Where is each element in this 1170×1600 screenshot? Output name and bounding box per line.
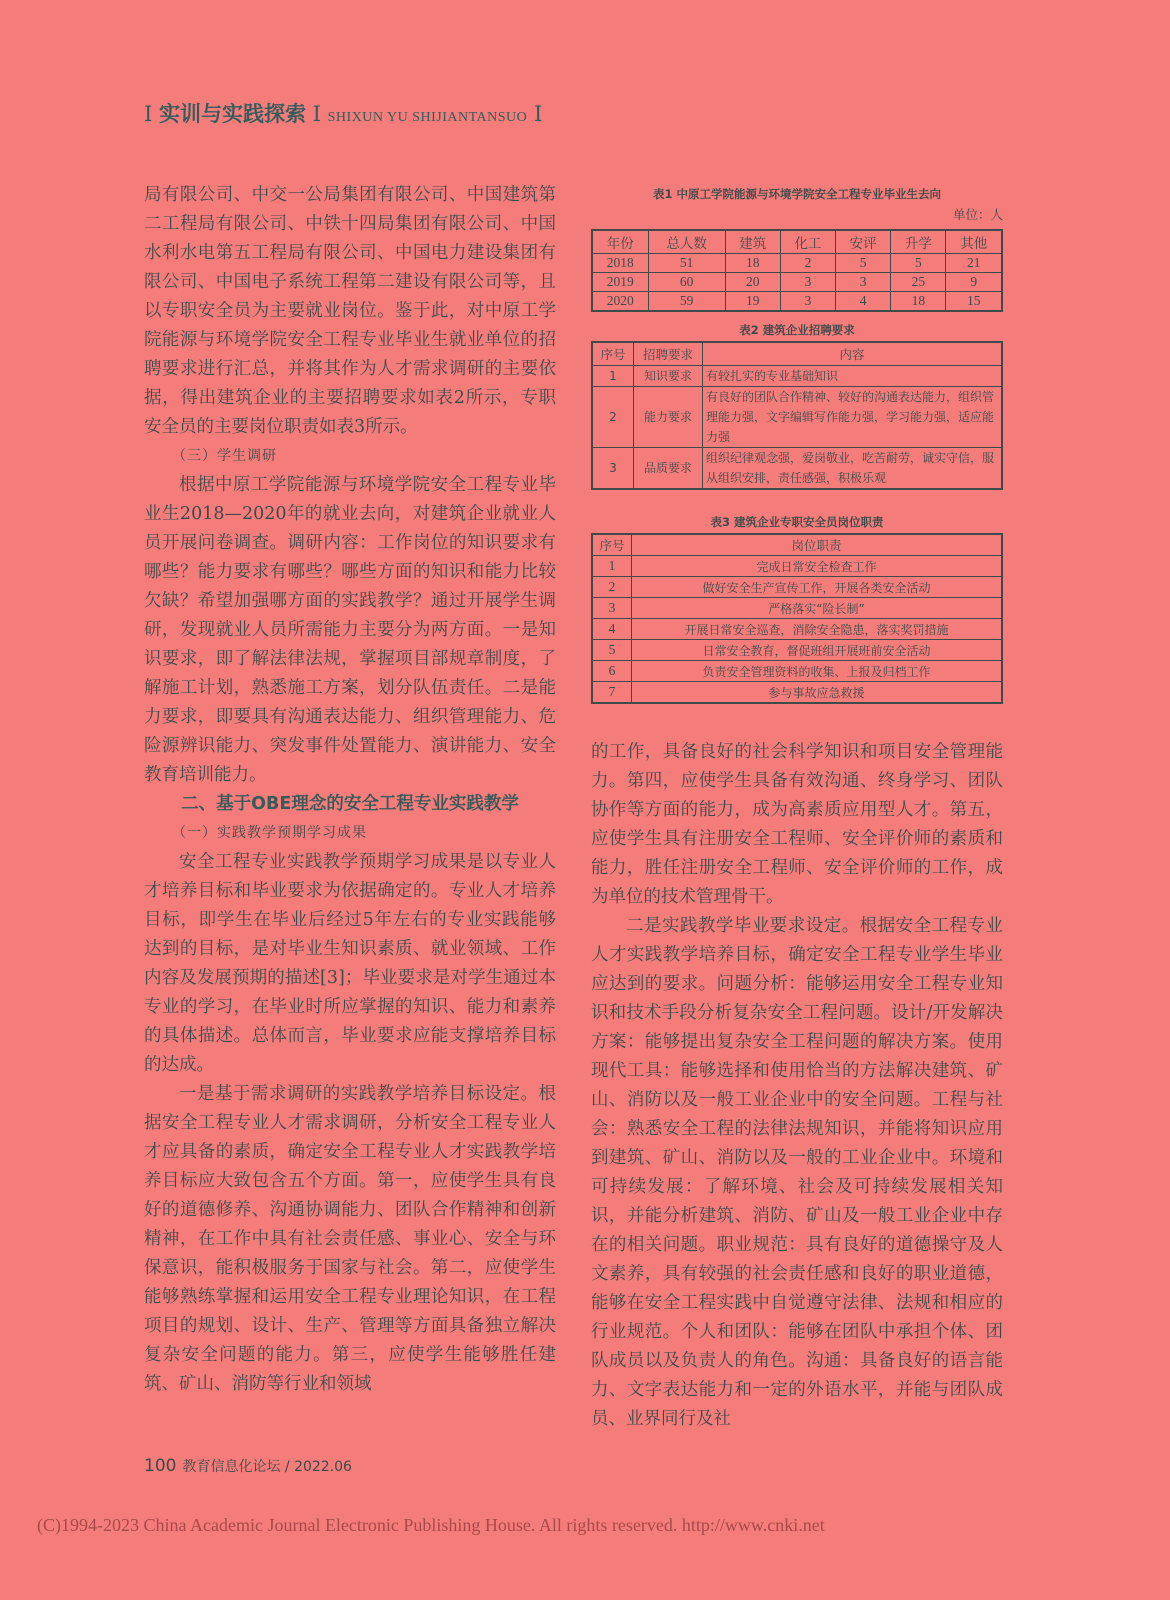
table-cell: 严格落实“险长制”: [632, 598, 1003, 619]
table-row: [592, 292, 1002, 312]
table-cell: 15: [946, 292, 1002, 312]
paragraph: 一是基于需求调研的实践教学培养目标设定。根据安全工程专业人才需求调研，分析安全工程专业人才应具备的素质，确定安全工程专业人才实践教学培养目标应大致包含五个方面。第一，应使学生具有良好的道德修养、沟通协调能力、团队合作精神和创新精神，在工作中具有社会责任感、事业心、安全与环保意识，能积极服务于国家与社会。第二，应使学生能够熟练掌握和运用安全工程专业理论知识，在工程项目的规划、设计、生产、管理等方面具备独立解决复杂安全问题的能力。第三，应使学生能够胜任建筑、矿山、消防等行业和领域: [144, 1084, 556, 1394]
table-cell: 3: [780, 273, 835, 292]
table-header-cell: 化工: [780, 230, 835, 254]
table1-caption: 表1 中原工学院能源与环境学院安全工程专业毕业生去向: [652, 187, 941, 201]
table-row: [592, 619, 1002, 640]
table-cell: 2: [592, 577, 632, 598]
running-header: I 实训与实践探索 I SHIXUN YU SHIJIANTANSUO I: [144, 102, 543, 126]
table1: [591, 229, 1003, 312]
table-row: [592, 682, 1002, 704]
table-cell: 1: [592, 556, 632, 577]
table-cell: 4: [836, 292, 891, 312]
table-cell: 19: [725, 292, 780, 312]
table-row: [592, 661, 1002, 682]
table-cell: 3: [780, 292, 835, 312]
table-row: [592, 640, 1002, 661]
table-cell: 2020: [592, 292, 648, 312]
table2: [591, 341, 1003, 490]
table-header-cell: 年份: [592, 230, 648, 254]
table-cell: 18: [725, 254, 780, 273]
table3-caption: 表3 建筑企业专职安全员岗位职责: [710, 515, 884, 529]
table-cell: 5: [836, 254, 891, 273]
table-cell: 9: [946, 273, 1002, 292]
page-number: 100: [144, 1456, 177, 1476]
table-cell: 负责安全管理资料的收集、上报及归档工作: [632, 661, 1003, 682]
subsection-heading: （三）学生调研: [172, 448, 277, 464]
table-cell: 有良好的团队合作精神、较好的沟通表达能力，组织管理能力强，文字编辑写作能力强，学习能力强，适应能力强: [703, 387, 1003, 448]
table-cell: 知识要求: [634, 366, 703, 387]
table-cell: 6: [592, 661, 632, 682]
table-header-cell: 序号: [592, 342, 634, 366]
paragraph: 二是实践教学毕业要求设定。根据安全工程专业人才实践教学培养目标，确定安全工程专业学生毕业应达到的要求。问题分析：能够运用安全工程专业知识和技术手段分析复杂安全工程问题。设计/开发解决方案：能够提出复杂安全工程问题的解决方案。使用现代工具：能够选择和使用恰当的方法解决建筑、矿山、消防以及一般工业企业中的安全问题。工程与社会：熟悉安全工程的法律法规知识，并能将知识应用到建筑、矿山、消防以及一般的工业企业中。环境和可持续发展：了解环境、社会及可持续发展相关知识，并能分析建筑、消防、矿山及一般工业企业中存在的相关问题。职业规范：具有良好的道德操守及人文素养，具有较强的社会责任感和良好的职业道德，能够在安全工程实践中自觉遵守法律、法规和相应的行业规范。个人和团队：能够在团队中承担个体、团队成员以及负责人的角色。沟通：具备良好的语言能力、文字表达能力和一定的外语水平，并能与团队成员、业界同行及社: [591, 916, 1003, 1429]
table-header-cell: 内容: [703, 342, 1003, 366]
table-cell: 组织纪律观念强，爱岗敬业，吃苦耐劳，诚实守信，服从组织安排，责任感强，积极乐观: [703, 448, 1003, 490]
table-cell: 51: [648, 254, 725, 273]
table-cell: 5: [592, 640, 632, 661]
table-cell: 日常安全教育，督促班组开展班前安全活动: [632, 640, 1003, 661]
journal-name: 教育信息化论坛 / 2022.06: [182, 1459, 352, 1475]
table-row: [592, 598, 1002, 619]
table-cell: 3: [836, 273, 891, 292]
table-row: [592, 448, 1002, 490]
paragraph: 安全工程专业实践教学预期学习成果是以专业人才培养目标和毕业要求为依据确定的。专业人才培养目标，即学生在毕业后经过5年左右的专业实践能够达到的目标，是对毕业生知识素质、就业领域、工作内容及发展预期的描述[3]；毕业要求是对学生通过本专业的学习，在毕业时所应掌握的知识、能力和素养的具体描述。总体而言，毕业要求应能支撑培养目标的达成。: [144, 852, 556, 1075]
table-cell: 能力要求: [634, 387, 703, 448]
table-cell: 60: [648, 273, 725, 292]
table-row: [592, 387, 1002, 448]
section-heading: 二、基于OBE理念的安全工程专业实践教学: [181, 794, 519, 814]
table-cell: 3: [592, 448, 634, 490]
table-cell: 有较扎实的专业基础知识: [703, 366, 1003, 387]
table-cell: 做好安全生产宣传工作，开展各类安全活动: [632, 577, 1003, 598]
table-cell: 3: [592, 598, 632, 619]
paragraph: 的工作，具备良好的社会科学知识和项目安全管理能力。第四，应使学生具备有效沟通、终身学习、团队协作等方面的能力，成为高素质应用型人才。第五，应使学生具有注册安全工程师、安全评价师的素质和能力，胜任注册安全工程师、安全评价师的工作，成为单位的技术管理骨干。: [591, 742, 1003, 907]
table-cell: 1: [592, 366, 634, 387]
table-cell: 2: [780, 254, 835, 273]
table-header-cell: 序号: [592, 534, 632, 556]
tables-block: [591, 186, 1003, 704]
table-row: [592, 254, 1002, 273]
table-header-cell: 总人数: [648, 230, 725, 254]
table-header-cell: 升学: [891, 230, 946, 254]
left-column: [144, 181, 556, 1399]
paragraph: 局有限公司、中交一公局集团有限公司、中国建筑第二工程局有限公司、中铁十四局集团有限公司、中国水利水电第五工程局有限公司、中国电力建设集团有限公司、中国电子系统工程第二建设有限公司等，且以专职安全员为主要就业岗位。鉴于此，对中原工学院能源与环境学院安全工程专业毕业生就业单位的招聘要求进行汇总，并将其作为人才需求调研的主要依据，得出建筑企业的主要招聘要求如表2所示，专职安全员的主要岗位职责如表3所示。: [144, 185, 556, 437]
table-row: [592, 577, 1002, 598]
table-header-cell: 岗位职责: [632, 534, 1003, 556]
header-pinyin: SHIXUN YU SHIJIANTANSUO: [327, 110, 528, 125]
right-column: [591, 738, 1003, 1434]
table-cell: 18: [891, 292, 946, 312]
copyright-notice: (C)1994-2023 China Academic Journal Electronic Publishing House. All rights reserved. http://www.cnki.net: [37, 1515, 825, 1535]
table-row: [592, 366, 1002, 387]
table-header-cell: 其他: [946, 230, 1002, 254]
subsection-heading: （一）实践教学预期学习成果: [172, 825, 367, 841]
page-footer: [144, 1456, 352, 1476]
table-cell: 开展日常安全巡查，消除安全隐患，落实奖罚措施: [632, 619, 1003, 640]
table-row: [592, 273, 1002, 292]
table-header-cell: 招聘要求: [634, 342, 703, 366]
paragraph: 根据中原工学院能源与环境学院安全工程专业毕业生2018—2020年的就业去向，对建筑企业就业人员开展问卷调查。调研内容：工作岗位的知识要求有哪些？能力要求有哪些？哪些方面的知识和能力比较欠缺？希望加强哪方面的实践教学？通过开展学生调研，发现就业人员所需能力主要分为两方面。一是知识要求，即了解法律法规，掌握项目部规章制度，了解施工计划，熟悉施工方案，划分队伍责任。二是能力要求，即要具有沟通表达能力、组织管理能力、危险源辨识能力、突发事件处置能力、演讲能力、安全教育培训能力。: [144, 475, 556, 785]
table-header-cell: 建筑: [725, 230, 780, 254]
table-cell: 59: [648, 292, 725, 312]
table-cell: 20: [725, 273, 780, 292]
header-title: 实训与实践探索: [158, 102, 306, 126]
table1-unit: 单位：人: [952, 207, 1003, 222]
table-cell: 7: [592, 682, 632, 704]
table-cell: 2019: [592, 273, 648, 292]
table-cell: 参与事故应急救援: [632, 682, 1003, 704]
table-cell: 2018: [592, 254, 648, 273]
table-cell: 2: [592, 387, 634, 448]
table-cell: 品质要求: [634, 448, 703, 490]
table-cell: 21: [946, 254, 1002, 273]
table3: [591, 533, 1003, 704]
table-header-cell: 安评: [836, 230, 891, 254]
table-row: [592, 556, 1002, 577]
table-cell: 完成日常安全检查工作: [632, 556, 1003, 577]
table-cell: 25: [891, 273, 946, 292]
table-cell: 4: [592, 619, 632, 640]
table2-caption: 表2 建筑企业招聘要求: [739, 323, 855, 337]
table-cell: 5: [891, 254, 946, 273]
